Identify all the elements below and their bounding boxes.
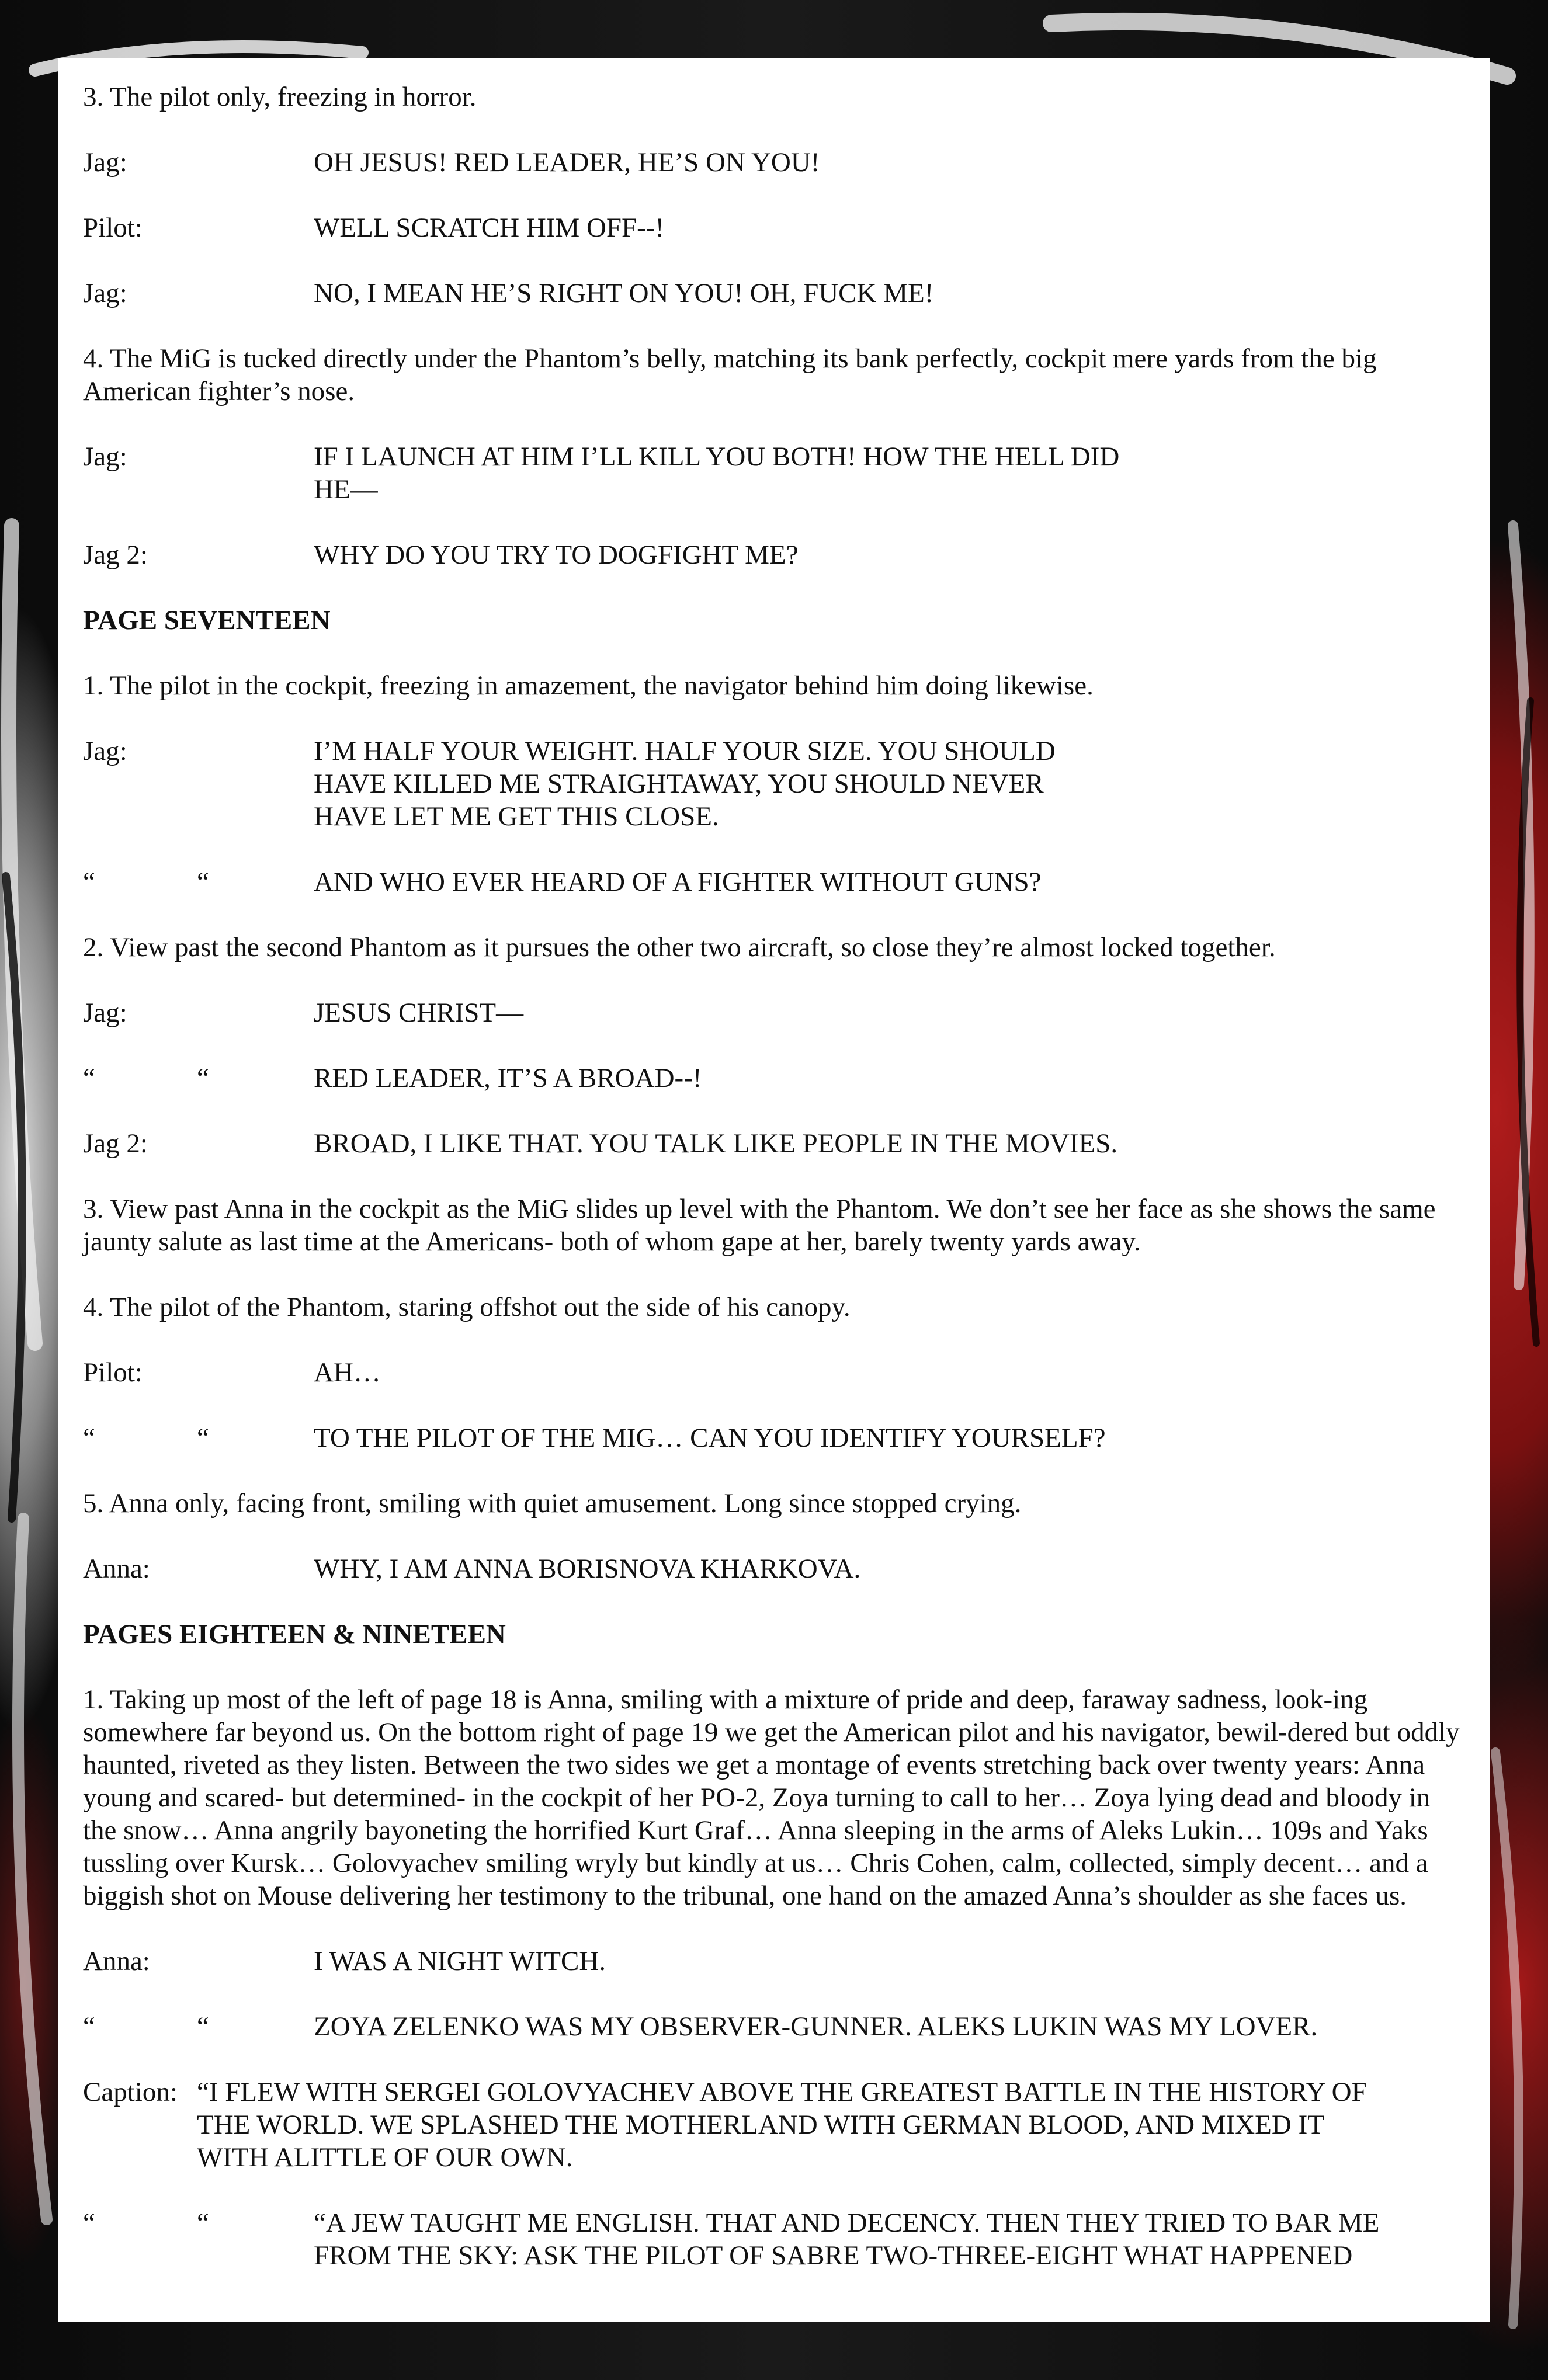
speaker-label: Anna: — [83, 1946, 150, 1976]
dialogue-line — [83, 440, 1466, 473]
ditto-mark: “ — [83, 1063, 95, 1093]
speaker-label — [83, 2108, 197, 2141]
dialogue-text: JESUS CHRIST— — [314, 998, 524, 1028]
panel-description: 2. View past the second Phantom as it pursues the other two aircraft, so close they’re almost locked together. — [83, 932, 1276, 963]
speaker-label: Jag: — [83, 147, 127, 178]
dialogue-line — [83, 2108, 1466, 2141]
panel-description: 1. Taking up most of the left of page 18 is Anna, smiling with a mixture of pride and deep, faraway sadness, look-ing somewhere far beyond us. On the bottom right of page 19 we get the American pilot and his navigator, bewil-dered but oddly haunted, riveted as they listen. Between the two sides we get a montage of events stretching back over twenty years: Anna young and scared- but determined- in the cockpit of her PO-2, Zoya turning to call to her… Zoya lying dead and bloody in the snow… Anna angrily bayoneting the horrified Kurt Graf… Anna sleeping in the arms of Aleks Lukin… 109s and Yaks tussling over Kursk… Golovyachev smiling wryly but kindly at us… Chris Cohen, calm, collected, simply decent… and a biggish shot on Mouse delivering her testimony to the tribunal, one hand on the amazed Anna’s shoulder as she faces us. — [83, 1684, 1460, 1911]
ditto-mark: “ — [197, 1423, 209, 1453]
dialogue-line — [83, 277, 1466, 310]
speaker-label: Jag: — [83, 278, 127, 308]
dialogue-line — [83, 1945, 1466, 1978]
ditto-mark: “ — [197, 867, 209, 897]
page-heading: PAGE SEVENTEEN — [83, 605, 331, 635]
dialogue-line — [83, 2207, 1466, 2239]
dialogue-block — [83, 735, 1466, 833]
dialogue-line — [83, 735, 1466, 767]
speaker-label: Jag: — [83, 736, 127, 766]
dialogue-text: RED LEADER, IT’S A BROAD--! — [314, 1063, 702, 1093]
dialogue-text: AND WHO EVER HEARD OF A FIGHTER WITHOUT GUNS? — [314, 867, 1042, 897]
dialogue-block — [83, 1422, 1466, 1454]
dialogue-block — [83, 277, 1466, 310]
caption-block — [83, 2076, 1466, 2174]
dialogue-text: TO THE PILOT OF THE MIG… CAN YOU IDENTIFY YOURSELF? — [314, 1423, 1106, 1453]
speaker-label: Pilot: — [83, 213, 143, 243]
speaker-label — [83, 473, 314, 506]
ditto-mark: “ — [197, 1063, 209, 1093]
speaker-label: Anna: — [83, 1554, 150, 1584]
dialogue-text: OH JESUS! RED LEADER, HE’S ON YOU! — [314, 147, 820, 178]
dialogue-line — [83, 866, 1466, 898]
speaker-label: Jag: — [83, 998, 127, 1028]
dialogue-block — [83, 2010, 1466, 2043]
dialogue-text: I’M HALF YOUR WEIGHT. HALF YOUR SIZE. YOU SHOULD — [314, 736, 1056, 766]
dialogue-line — [83, 2239, 1466, 2272]
panel-description: 3. The pilot only, freezing in horror. — [83, 82, 477, 112]
dialogue-text: FROM THE SKY: ASK THE PILOT OF SABRE TWO-THREE-EIGHT WHAT HAPPENED — [314, 2240, 1353, 2271]
ditto-mark: “ — [83, 867, 95, 897]
dialogue-text: NO, I MEAN HE’S RIGHT ON YOU! OH, FUCK ME! — [314, 278, 934, 308]
ditto-mark: “ — [83, 2011, 95, 2042]
dialogue-block — [83, 866, 1466, 898]
ditto-mark: “ — [197, 2011, 209, 2042]
dialogue-text: AH… — [314, 1357, 381, 1388]
dialogue-line — [83, 538, 1466, 571]
speaker-label: Jag 2: — [83, 540, 148, 570]
panel-description: 4. The MiG is tucked directly under the Phantom’s belly, matching its bank perfectly, cockpit mere yards from the big American fighter’s nose. — [83, 343, 1377, 406]
dialogue-text: “I FLEW WITH SERGEI GOLOVYACHEV ABOVE THE GREATEST BATTLE IN THE HISTORY OF — [197, 2077, 1367, 2107]
dialogue-block — [83, 2207, 1466, 2272]
dialogue-line — [83, 2076, 1466, 2108]
speaker-label: Jag: — [83, 442, 127, 472]
dialogue-line — [83, 1127, 1466, 1160]
ditto-mark — [197, 2239, 314, 2272]
dialogue-line — [83, 211, 1466, 244]
ditto-mark: “ — [83, 2208, 95, 2238]
script-page-panel — [58, 58, 1490, 2322]
dialogue-text: WITH ALITTLE OF OUR OWN. — [197, 2142, 573, 2173]
dialogue-text: HAVE LET ME GET THIS CLOSE. — [314, 801, 719, 832]
dialogue-block — [83, 1127, 1466, 1160]
dialogue-block — [83, 440, 1466, 506]
dialogue-line — [83, 473, 1466, 506]
dialogue-text: IF I LAUNCH AT HIM I’LL KILL YOU BOTH! HOW THE HELL DID — [314, 442, 1120, 472]
dialogue-block — [83, 996, 1466, 1029]
speaker-label — [83, 767, 314, 800]
ditto-mark: “ — [197, 2208, 209, 2238]
ditto-mark — [83, 2239, 197, 2272]
speaker-label: Caption: — [83, 2077, 178, 2107]
dialogue-block — [83, 211, 1466, 244]
dialogue-text: WELL SCRATCH HIM OFF--! — [314, 213, 665, 243]
dialogue-line — [83, 146, 1466, 179]
speaker-label — [83, 800, 314, 833]
dialogue-text: HE— — [314, 474, 378, 505]
dialogue-line — [83, 1356, 1466, 1389]
dialogue-text: HAVE KILLED ME STRAIGHTAWAY, YOU SHOULD NEVER — [314, 769, 1044, 799]
dialogue-line — [83, 1552, 1466, 1585]
dialogue-line — [83, 800, 1466, 833]
dialogue-text: WHY DO YOU TRY TO DOGFIGHT ME? — [314, 540, 799, 570]
panel-description: 3. View past Anna in the cockpit as the MiG slides up level with the Phantom. We don’t see her face as she shows the same jaunty salute as last time at the Americans- both of whom gape at her, barely twenty yards away. — [83, 1194, 1436, 1257]
dialogue-line — [83, 996, 1466, 1029]
dialogue-line — [83, 2141, 1466, 2174]
dialogue-block — [83, 1552, 1466, 1585]
dialogue-block — [83, 1062, 1466, 1095]
speaker-label: Pilot: — [83, 1357, 143, 1388]
panel-description: 4. The pilot of the Phantom, staring offshot out the side of his canopy. — [83, 1292, 851, 1322]
dialogue-line — [83, 767, 1466, 800]
dialogue-line — [83, 1422, 1466, 1454]
page-heading: PAGES EIGHTEEN & NINETEEN — [83, 1619, 506, 1649]
dialogue-block — [83, 538, 1466, 571]
speaker-label: Jag 2: — [83, 1128, 148, 1159]
dialogue-block — [83, 1356, 1466, 1389]
dialogue-text: “A JEW TAUGHT ME ENGLISH. THAT AND DECENCY. THEN THEY TRIED TO BAR ME — [314, 2208, 1380, 2238]
dialogue-text: BROAD, I LIKE THAT. YOU TALK LIKE PEOPLE IN THE MOVIES. — [314, 1128, 1118, 1159]
panel-description: 5. Anna only, facing front, smiling with quiet amusement. Long since stopped crying. — [83, 1488, 1022, 1519]
dialogue-block — [83, 1945, 1466, 1978]
dialogue-line — [83, 1062, 1466, 1095]
dialogue-line — [83, 2010, 1466, 2043]
ditto-mark: “ — [83, 1423, 95, 1453]
speaker-label — [83, 2141, 197, 2174]
dialogue-text: ZOYA ZELENKO WAS MY OBSERVER-GUNNER. ALEKS LUKIN WAS MY LOVER. — [314, 2011, 1318, 2042]
dialogue-text: THE WORLD. WE SPLASHED THE MOTHERLAND WITH GERMAN BLOOD, AND MIXED IT — [197, 2110, 1324, 2140]
dialogue-text: WHY, I AM ANNA BORISNOVA KHARKOVA. — [314, 1554, 861, 1584]
dialogue-block — [83, 146, 1466, 179]
panel-description: 1. The pilot in the cockpit, freezing in amazement, the navigator behind him doing likewise. — [83, 670, 1094, 701]
dialogue-text: I WAS A NIGHT WITCH. — [314, 1946, 606, 1976]
